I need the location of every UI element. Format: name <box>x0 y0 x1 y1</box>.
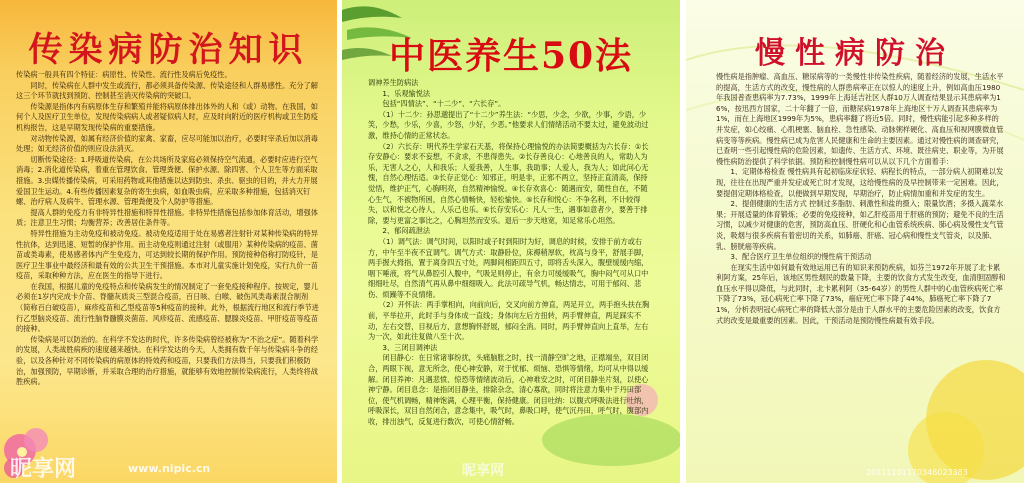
panel-chronic-disease <box>686 0 1024 483</box>
watermark-logo: 昵享网 <box>462 463 504 479</box>
panel2-title: 中医养生50法 <box>388 35 634 77</box>
watermark-logo: 昵享网 <box>10 457 77 482</box>
panel-tcm-health <box>342 0 680 483</box>
panel2-body-text: 调神养生防病法 1、乐观愉悦法 包括“四情法”、“十二少”、“六长存”。 （1）十二少：孙思邈提出了“十二少”养生法：“少思，少念，少欲，少事，少语，少笑，少愁，少乐，少喜，少怒，少好，少恶。”他要求人们情绪活动不要太过，避免波动过激，维持心情的正常状态。 （2）六长存：明代养生学家石天基，将保持心理愉悦的办法简要概括为六长存：①长存安静心：要求不妄想，不贪求，不患得患失。②长存善良心：心地善良的人，常助人为乐，无害人之心，人和我乐；人爱我善，人生事，我助事；人爱人，我为人；如此问心无愧，自然心理恬适。③长存正觉心：知邪正，明是非，正邪不两立，坚持正直清高，保持觉悟，维护正气，心胸明亮，自然精神愉悦。④长存欢喜心：随遇而安，随性自在，不随心生气，不被物所困，自然心情畅快，轻松愉快。⑤长存和悦心：不争名利，不计较得失，以和悦之心待人，人乐己也乐。⑥长存安乐心：凡人一生，遇事如意者少，要善于排除，要与更富之事比之，心胸坦然而安乐。退后一步天地宽，知足常乐心坦然。 2、郁闷疏泄法 （1）调气法：调气时间，以阳时或子时到阳时为好，调息的时候，安排于前方或右方，中午至半夜不宜调气。调气方式：取静卧位，床褥稍厚软，枕高与身平，舒展手脚，两手握大拇指，置于离身四五寸处，两脚间相距四五寸，即将舌头深入，腹壁缓缓内缩，咽下唾液，将气从鼻腔引入腹中，气吸足则停止，有余力可缓缓吸气，胸中闷气可从口中细细吐尽，自然清气再从鼻中细细吸入。此法可疏导气机，畅达情志，可用于郁闷、悲伤、烦躁等不良情绪。 （2）开怀法：两手掌相向，向前向后，交叉向前方伸直，两足开立，两手抱头扶在胸前，平举拉开，此时手与身体成一直线；身体向左后方扭转，两手臂伸直，两足踩实不动，左右交替，目视后方，意想胸怀舒展，郁闷全消。同时，两手臂伸直向上直举，左右为一次，如此往复做八至十次。 3、三闭目调神法 闭目静心：在日常诸事纷扰，头痛脑胀之时，找一清静空旷之地，正襟端坐，双目闭合，两眼下视，意无所念，使心神安静，对于忧郁、烦恼、恐惧等情绪，均可从中得以缓解。闭目养神：凡遇悲愤、惊恐等情绪波动后，心神难安之时，可闭目静坐片刻，以使心神宁静。闭目息念：是指闭目静坐，排除杂念，清心寡欲，同时将注意力集中于丹田部位，使气机调畅，精神饱满，心理平衡，保持健康。闭目吐纳：以腹式呼吸法进行吐纳，呼吸深长，双目自然闭合，意念集中，吸气时，鼻吸口呼，使气沉丹田，呼气时，腹部内收，排出浊气，反复进行数次，可使心情舒畅。 <box>368 78 650 426</box>
panel-infectious-disease <box>0 0 337 483</box>
panel1-title: 传染病防治知识 <box>28 30 309 70</box>
watermark-url: www.nipic.cn <box>128 462 211 475</box>
panel3-body-text: 慢性病是指肿瘤、高血压、糖尿病等的一类慢性非传染性疾病，随着经济的发展，生活水平的提高，生活方式的改变，慢性病的人群患病率正在以惊人的速度上升，例如高血压1980年我国普查患病率为7.73%，1999年上海延吉社区人群10万人调查结果显示其患病率为16%，按迅西方国家，二十年翻了一倍，而糖尿病1978年上海地区十万人调查其患病率为1%，而在上海地区1999年为5%，患病率翻了将近5倍。同时，慢性病能引起多种多样的并发症，如心绞痛、心肌梗塞、脑血栓、急性感染、动脉粥样硬化、高血压和视网膜微血管病变等等疾病。慢性病已成为危害人民健康和生命的主要因素。通过对慢性病的调查研究，已查明一些引起慢性病的危险因素，如遗传、生活方式、环境、既往病史、职业等，为开展慢性病防治提供了科学依据。预防和控制慢性病可以从以下几个方面着手： 1、定期体格检查 慢性病具有起初临床症状轻、病程长的特点，一部分病人初期难以发现，往往在出现严重并发症或死亡时才发现，这给慢性病的及早控制带来一定困难。因此，要提倡定期体格检查，以便做到早期发现，早期治疗，防止病情加重和并发症的发生。 2、提倡健康的生活方式 控制过多脂肪、刺激性和盐的摄入；限量饮酒；多摄入蔬菜水果；开展适量的体育锻炼；必要的免疫接种，如乙肝疫苗用于肝癌的预防；避免不良的生活习惯，以减少对健康的危害，预防高血压、肝硬化和心血管系统疾病、肺心病及慢性支气管炎，吸烟与很多疾病有着密切的关系，如肺癌、肝癌、冠心病和慢性支气管炎，以及肺、乳、膀胱癌等疾病。 3、配合医疗卫生单位组织的慢性病干预活动 在现实生活中如何最有效地运用已有的知识来预防疾病，如芬兰1972年开展了北卡累利阿方案，25年后，该地区男性烟民的数量下降，主要的饮食方式发生改变，血清胆固醇和血压水平得以降低，与此同时，北卡累利阿（35-64岁）的男性人群中的心血管疾病死亡率下降了73%，冠心病死亡率下降了73%，癌症死亡率下降了44%，肺癌死亡率下降了71%，分析表明冠心病死亡率的降低大部分是由于人群水平的主要危险因素的改变，饮食方式的改变是最重要的因素。因此，干预活动是预防慢性病最有效手段。 <box>716 72 1006 325</box>
panel1-body-text: 传染病一般具有四个特征：病原性、传染性、流行性及病后免疫性。 同时，传染病在人群中发生或流行，都必须具备传染源、传染途径和人群易感性。充分了解这三个环节就找到预防、控制甚至消灭传染病的突破口。 传染源是指体内有病原体生存和繁殖并能将病原体排出体外的人和（或）动物。在我国，如何个人及医疗卫生单位，发现传染病病人或者疑似病人时，应及时向附近的医疗机构或卫生防疫机构报告，这是早期发现传染病的重要措施。 对动物传染源，如属有经济价值的家禽、家畜，应尽可能加以治疗，必要时宰杀后加以消毒处理；如无经济价值的则应设法消灭。 切断传染途径：1.呼吸道传染病，在公共场所及家庭必须保持空气流通，必要时应进行空气消毒；2.消化道传染病，着重在管理饮食、管理粪便、保护水源、除四害、个人卫生等方面采取措施。3.虫媒传播传染病，可采用药物或其他措施以达到防虫、杀虫、驱虫的目的，并大力开展爱国卫生运动。4.有些传播因素复杂的寄生虫病，如血吸虫病，应采取多种措施，包括消灭钉螺、治疗病人及病牛、管理水源、管理粪便及个人防护等措施。 提高人群的免疫力有非特异性措施和特异性措施。非特异性措施包括参加体育活动，增强体质；注意卫生习惯；均衡营养；改善居住条件等。 特异性措施为主动免疫和被动免疫。被动免疫适用于处在易感者注射针对某种传染病的特异性抗体，达到迅速、短暂的保护作用。而主动免疫则通过注射（或服用）某种传染病的疫苗、菌苗或类毒素，使易感者体内产生免疫力，可达到较长期的保护作用。预防接种俗称打防疫针，是医疗卫生事业中最经济和最有效的公共卫生干预措施。本市对儿童实施计划免疫，实行九价一苗疫苗，采取种种方法，应在医生的指导下进行。 在我国，根据儿童的免疫特点和传染病发生的情况制定了一套免疫接种程序。按规定，婴儿必须在1岁内完成卡介苗、脊髓灰质炎三型混合疫苗，百日咳、白喉、破伤风类毒素混合制剂（简称百白破疫苗），麻疹疫苗和乙型疫苗等5种疫苗的接种。此外，根据流行地区和流行季节进行乙型脑炎疫苗、流行性脑脊髓膜炎菌苗、风疹疫苗、流感疫苗、腮腺炎疫苗、甲肝疫苗等疫苗的接种。 传染病是可以防治的。在科学不发达的时代，许多传染病曾经被称为“不治之症”。随着科学的发展，人类战胜病疾的速度越来越快。在科学发达的今天，人类拥有数千年与传染病斗争的经验，以及各种针对不同传染病的病原体的特效药和疫苗，只要我们方法得当，只要我们积极防治，加强预防，早期诊断，并采取合理的治疗措施，就能够有效地控制传染病流行，人类终将战胜疾病。 <box>16 70 319 387</box>
panel3-title: 慢性病防治 <box>755 36 955 71</box>
image-id-label: 20111101170346023383 <box>866 468 968 477</box>
